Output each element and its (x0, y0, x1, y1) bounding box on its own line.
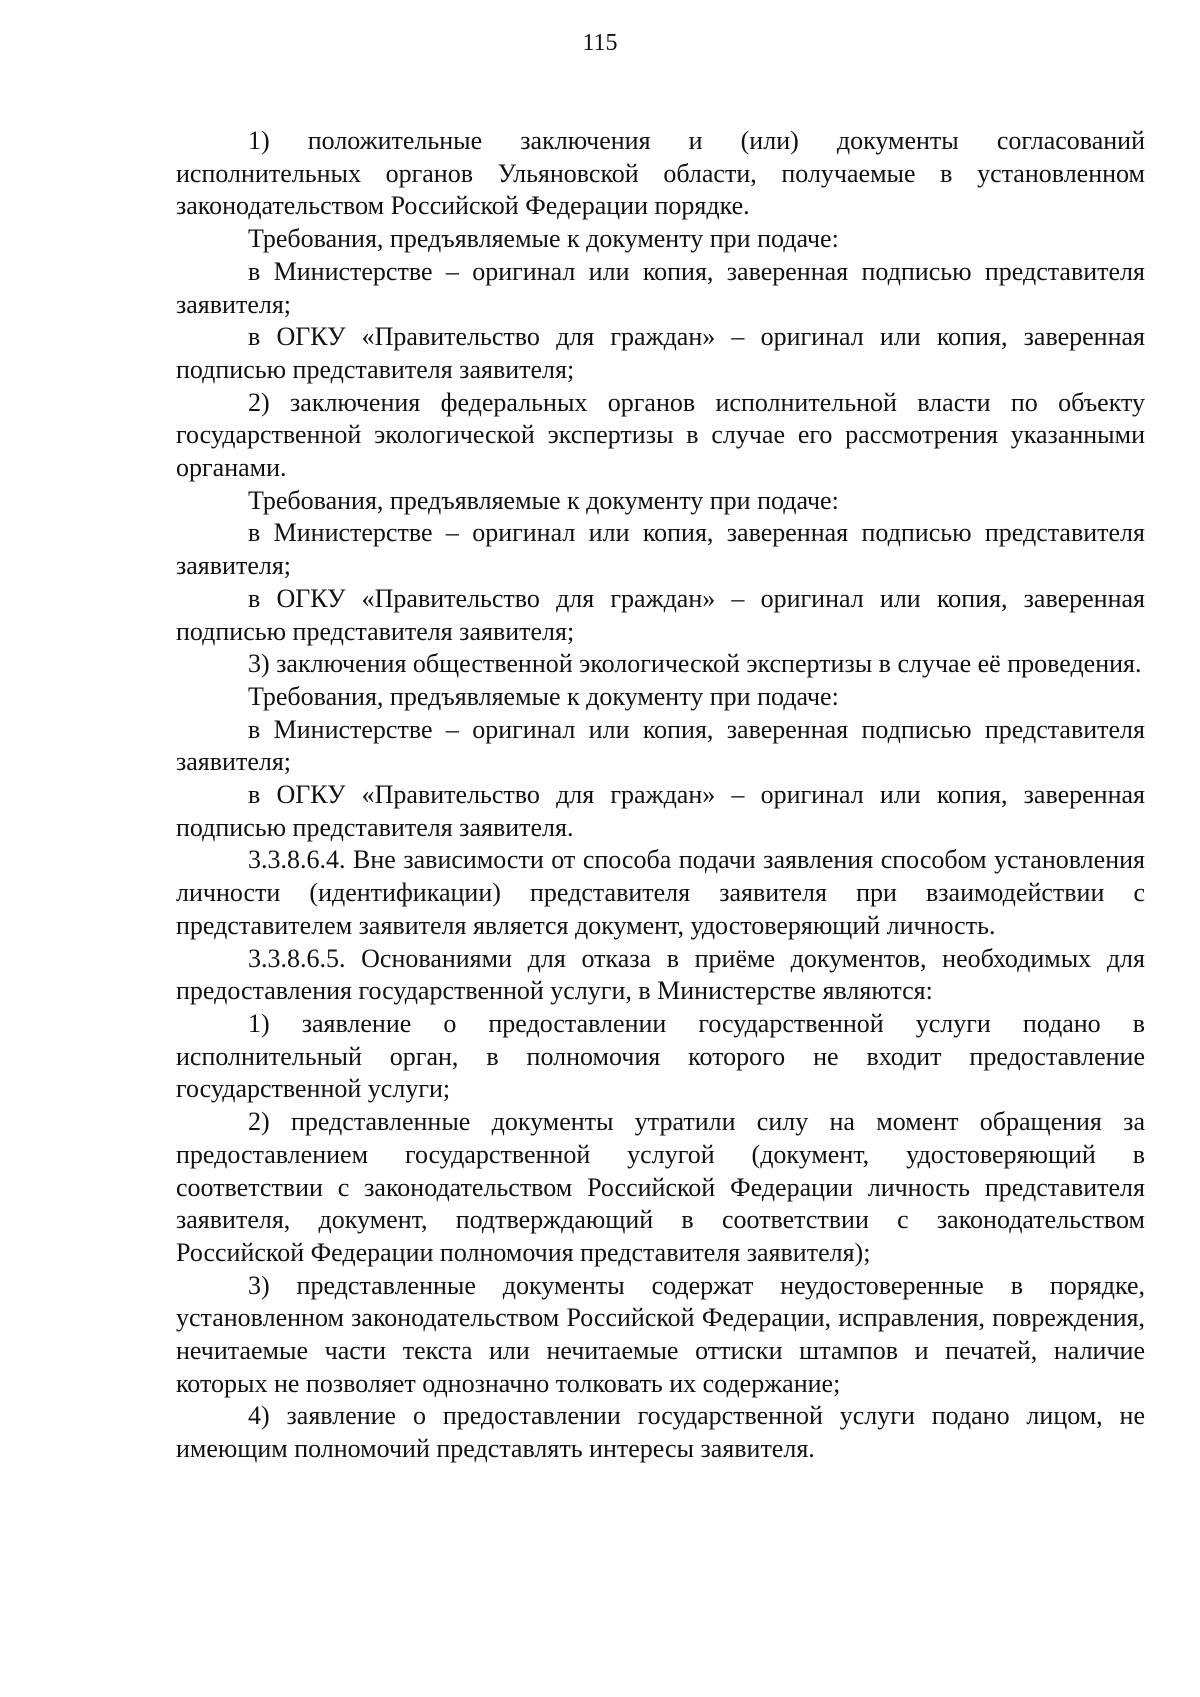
paragraph: 3.3.8.6.5. Основаниями для отказа в приёме документов, необходимых для предоставления государственной услуги, в Министерстве являются: (176, 943, 1145, 1006)
page-number: 115 (582, 30, 618, 56)
paragraph: 3) представленные документы содержат неудостоверенные в порядке, установленном законодательством Российской Федерации, исправления, повреждения, нечитаемые части текста или нечитаемые оттиски штампов и печатей, наличие которых не позволяет однозначно толковать их содержание; (176, 1270, 1145, 1398)
paragraph: 1) заявление о предоставлении государственной услуги подано в исполнительный орган, в полномочия которого не входит предоставление государственной услуги; (176, 1008, 1145, 1104)
paragraph: 3) заключения общественной экологической экспертизы в случае её проведения. (248, 649, 1142, 679)
paragraph: в Министерстве – оригинал или копия, заверенная подписью представителя заявителя; (176, 256, 1145, 319)
paragraph: в Министерстве – оригинал или копия, заверенная подписью представителя заявителя; (176, 714, 1145, 777)
paragraph: 2) представленные документы утратили силу на момент обращения за предоставлением государственной услугой (документ, удостоверяющий в соответствии с законодательством Российской Федерации личность представителя заявителя, документ, подтверждающий в соответствии с законодательством Российской Федерации полномочия представителя заявителя); (176, 1107, 1145, 1267)
paragraph: Требования, предъявляемые к документу при подаче: (248, 224, 839, 254)
paragraph: Требования, предъявляемые к документу при подаче: (248, 485, 839, 515)
paragraph: в ОГКУ «Правительство для граждан» – оригинал или копия, заверенная подписью представителя заявителя. (176, 780, 1145, 842)
paragraph: в Министерстве – оригинал или копия, заверенная подписью представителя заявителя; (176, 518, 1145, 581)
paragraph: Требования, предъявляемые к документу при подаче: (248, 681, 839, 711)
paragraph: 4) заявление о предоставлении государственной услуги подано лицом, не имеющим полномочий представлять интересы заявителя. (176, 1401, 1145, 1464)
paragraph: 2) заключения федеральных органов исполнительной власти по объекту государственной экологической экспертизы в случае его рассмотрения указанными органами. (176, 387, 1145, 483)
paragraph: 3.3.8.6.4. Вне зависимости от способа подачи заявления способом установления личности (идентификации) представителя заявителя при взаимодействии с представителем заявителя является документ, удостоверяющий личность. (176, 845, 1145, 940)
paragraph: в ОГКУ «Правительство для граждан» – оригинал или копия, заверенная подписью представителя заявителя; (176, 322, 1145, 384)
document-body (176, 125, 1145, 1466)
paragraph: 1) положительные заключения и (или) документы согласований исполнительных органов Ульяновской области, получаемые в установленном законодательством Российской Федерации порядке. (176, 126, 1145, 221)
paragraph: в ОГКУ «Правительство для граждан» – оригинал или копия, заверенная подписью представителя заявителя; (176, 583, 1145, 646)
